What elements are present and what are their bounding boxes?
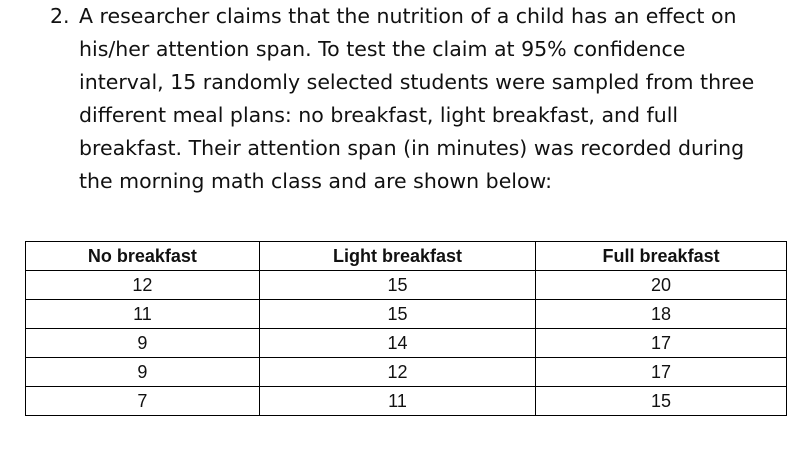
table-cell: 12 bbox=[259, 358, 535, 387]
column-header: Light breakfast bbox=[259, 242, 535, 271]
table-row bbox=[26, 300, 787, 329]
table-cell: 15 bbox=[259, 271, 535, 300]
attention-span-table bbox=[25, 241, 787, 416]
table-row bbox=[26, 358, 787, 387]
table-cell: 17 bbox=[536, 358, 787, 387]
table-cell: 12 bbox=[26, 271, 260, 300]
column-header: Full breakfast bbox=[536, 242, 787, 271]
table-cell: 15 bbox=[259, 300, 535, 329]
problem-line-2: his/her attention span. To test the claim at 95% confidence bbox=[79, 37, 686, 61]
table-row bbox=[26, 329, 787, 358]
table-row bbox=[26, 387, 787, 416]
table-header-row bbox=[26, 242, 787, 271]
table-cell: 20 bbox=[536, 271, 787, 300]
problem-line-5: breakfast. Their attention span (in minutes) was recorded during bbox=[79, 136, 745, 160]
table-cell: 11 bbox=[259, 387, 535, 416]
problem-line-6: the morning math class and are shown below: bbox=[79, 169, 553, 193]
problem-line-3: interval, 15 randomly selected students were sampled from three bbox=[79, 70, 755, 94]
problem-line-4: different meal plans: no breakfast, light breakfast, and full bbox=[79, 103, 679, 127]
problem-number: 2. bbox=[50, 4, 70, 28]
table-cell: 14 bbox=[259, 329, 535, 358]
table-cell: 17 bbox=[536, 329, 787, 358]
table-cell: 15 bbox=[536, 387, 787, 416]
column-header: No breakfast bbox=[26, 242, 260, 271]
problem-statement bbox=[50, 0, 790, 198]
problem-text: A researcher claims that the nutrition of a child has an effect on bbox=[79, 4, 737, 28]
table-cell: 18 bbox=[536, 300, 787, 329]
table-cell: 9 bbox=[26, 358, 260, 387]
table-cell: 9 bbox=[26, 329, 260, 358]
problem-line-1 bbox=[50, 0, 790, 33]
table-cell: 7 bbox=[26, 387, 260, 416]
table-row bbox=[26, 271, 787, 300]
table-cell: 11 bbox=[26, 300, 260, 329]
